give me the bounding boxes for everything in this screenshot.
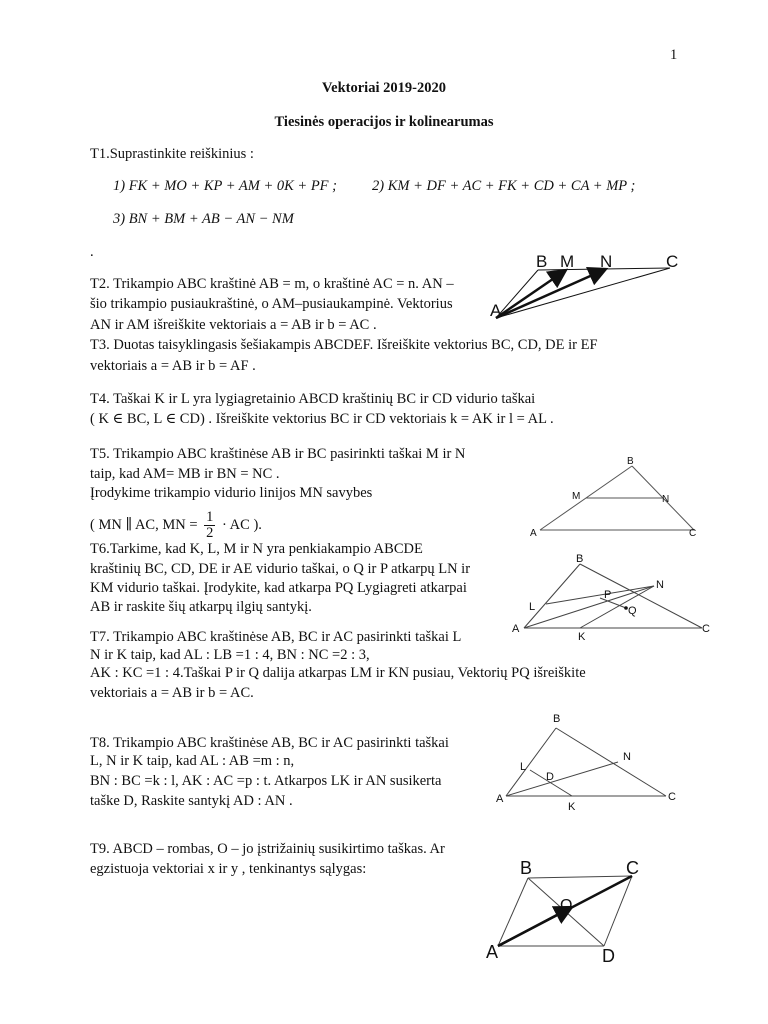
t4-line-2: ( K ∈ BC, L ∈ CD) . Išreiškite vektorius BC ir CD vektoriais k = AK ir l = AL .: [90, 411, 554, 427]
t4-line-1: T4. Taškai K ir L yra lygiagretainio ABCD kraštinių BC ir CD vidurio taškai: [90, 391, 536, 407]
page-subtitle: Tiesinės operacijos ir kolinearumas: [274, 114, 494, 130]
t7-line-3: AK : KC =1 : 4.Taškai P ir Q dalija atkarpas LM ir KN pusiau, Vektorių PQ išreiškite: [90, 665, 586, 681]
t1-dot: .: [90, 244, 94, 260]
t5-line-4: [90, 510, 262, 541]
t6-label-a: A: [512, 623, 520, 635]
t5-fraction-denominator: 2: [206, 525, 214, 542]
t8-figure: [488, 708, 688, 812]
t9-label-c: C: [626, 858, 639, 878]
t8-line-3: BN : BC =k : l, AK : AC =p : t. Atkarpos LK ir AN susikerta: [90, 773, 442, 789]
t2-line-3: AN ir AM išreiškite vektoriais a = AB ir b = AC .: [90, 317, 377, 333]
page-number: 1: [670, 47, 678, 63]
t5-line-3: Įrodykime trikampio vidurio linijos MN savybes: [90, 485, 373, 501]
t7-line-4: vektoriais a = AB ir b = AC.: [90, 685, 254, 701]
t8-label-b: B: [553, 713, 561, 725]
t1-intro: T1.Suprastinkite reiškinius :: [90, 146, 254, 162]
t9-line-2: egzistuoja vektoriai x ir y , tenkinantys sąlygas:: [90, 861, 367, 877]
t6-label-l: L: [529, 601, 536, 613]
t8-label-d: D: [546, 771, 554, 783]
t8-label-l: L: [520, 761, 527, 773]
t8-label-a: A: [496, 793, 504, 805]
t8-label-n: N: [623, 751, 631, 763]
t2-label-b: B: [536, 252, 548, 271]
t9-label-b: B: [520, 858, 533, 878]
t6-line-4: AB ir raskite šių atkarpų ilgių santykį.: [90, 599, 312, 615]
t2-triangle-figure: [486, 252, 686, 332]
t2-line-2: šio trikampio pusiaukraštinė, o AM–pusiaukampinė. Vektorius: [90, 296, 453, 312]
t8-label-c: C: [668, 791, 676, 803]
t9-line-1: T9. ABCD – rombas, O – jo įstrižainių susikirtimo taškas. Ar: [90, 841, 445, 857]
t6-label-n: N: [656, 579, 664, 591]
t1-item-3: 3) BN + BM + AB − AN − NM: [113, 211, 294, 227]
t6-line-1: T6.Tarkime, kad K, L, M ir N yra penkiakampio ABCDE: [90, 541, 423, 557]
t2-label-m: M: [560, 252, 575, 271]
t8-line-1: T8. Trikampio ABC kraštinėse AB, BC ir AC pasirinkti taškai: [90, 735, 449, 751]
t3-line-2: vektoriais a = AB ir b = AF .: [90, 358, 256, 374]
t7-line-2: N ir K taip, kad AL : LB =1 : 4, BN : NC =2 : 3,: [90, 647, 370, 663]
t2-label-a: A: [490, 301, 502, 320]
t5-triangle-figure: [526, 454, 716, 540]
t5-label-b: B: [627, 456, 634, 467]
t5-label-a: A: [530, 528, 537, 539]
t2-label-c: C: [666, 252, 679, 271]
t9-label-d: D: [602, 946, 615, 966]
t2-line-1: T2. Trikampio ABC kraštinė AB = m, o kraštinė AC = n. AN –: [90, 276, 454, 292]
t9-label-o: O: [560, 897, 573, 914]
t5-formula-end: · AC ).: [222, 517, 262, 534]
t5-label-m: M: [572, 491, 581, 502]
t6-label-b: B: [576, 553, 584, 565]
t9-rhombus-figure: [480, 856, 650, 966]
t1-item-1: 1) FK + MO + KP + AM + 0K + PF ;: [113, 178, 337, 194]
t6-label-c: C: [702, 623, 710, 635]
t5-line-1: T5. Trikampio ABC kraštinėse AB ir BC pasirinkti taškai M ir N: [90, 446, 466, 462]
t6-label-k: K: [578, 631, 586, 643]
t1-item-2: 2) KM + DF + AC + FK + CD + CA + MP ;: [372, 178, 636, 194]
t5-label-n: N: [662, 494, 670, 505]
t9-label-a: A: [486, 942, 499, 962]
t6-line-2: kraštinių BC, CD, DE ir AE vidurio taškai, o Q ir P atkarpų LN ir: [90, 561, 471, 577]
t5-line-2: taip, kad AM= MB ir BN = NC .: [90, 466, 280, 482]
t8-line-2: L, N ir K taip, kad AL : AB =m : n,: [90, 753, 295, 769]
t5-fraction: [204, 510, 215, 541]
t6-label-q: Q: [628, 605, 637, 617]
t3-line-1: T3. Duotas taisyklingasis šešiakampis ABCDEF. Išreiškite vektorius BC, CD, DE ir EF: [90, 337, 598, 353]
t5-fraction-numerator: 1: [206, 509, 214, 525]
t6-figure: [506, 548, 722, 644]
page-title: Vektoriai 2019-2020: [322, 80, 446, 96]
t5-formula-start: ( MN ∥ AC, MN =: [90, 517, 198, 534]
t7-line-1: T7. Trikampio ABC kraštinėse AB, BC ir AC pasirinkti taškai L: [90, 629, 462, 645]
t8-label-k: K: [568, 801, 576, 812]
t5-label-c: C: [689, 528, 697, 539]
t6-label-p: P: [604, 589, 612, 601]
t2-label-n: N: [600, 252, 613, 271]
t6-line-3: KM vidurio taškai. Įrodykite, kad atkarpa PQ Lygiagreti atkarpai: [90, 580, 467, 596]
t8-line-4: taške D, Raskite santykį AD : AN .: [90, 793, 293, 809]
